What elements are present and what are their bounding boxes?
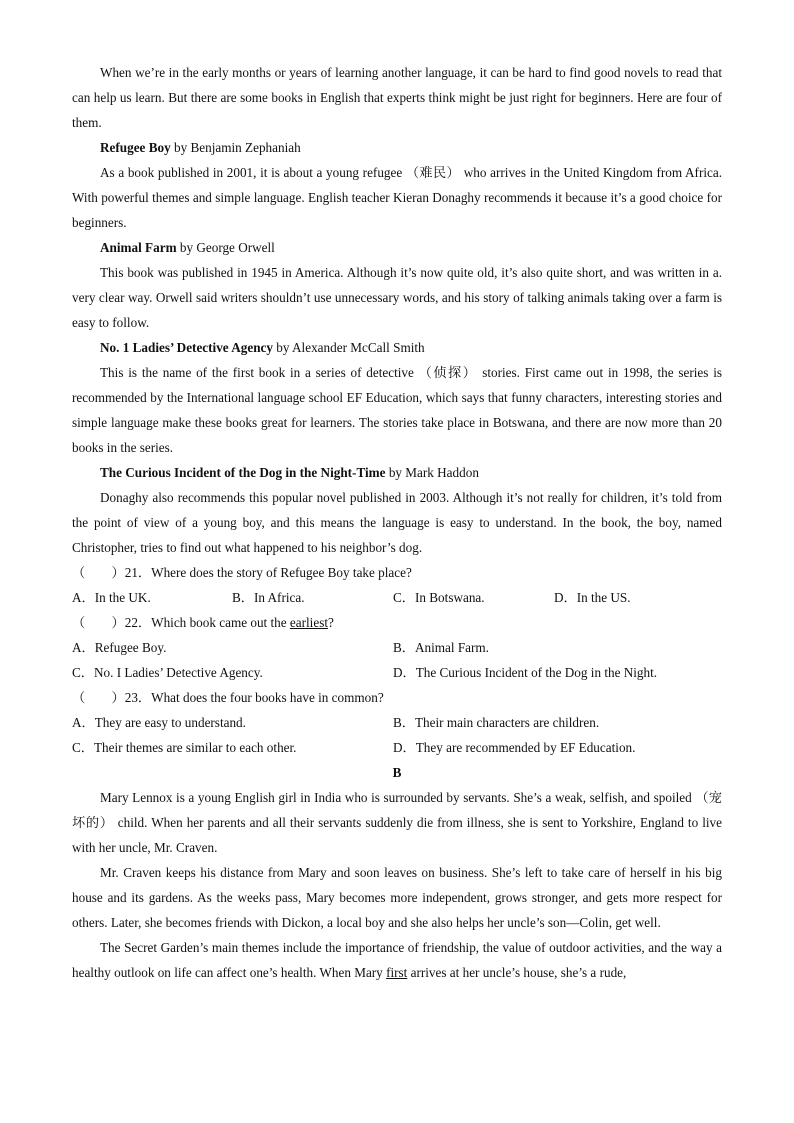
book-heading-curious-incident <box>72 460 722 485</box>
option-c: C．In Botswana. <box>393 590 485 605</box>
option-b: B．Animal Farm. <box>393 640 489 655</box>
book-author: by George Orwell <box>176 240 275 255</box>
book-description: This book was published in 1945 in America. Although it’s now quite old, it’s also quite short, and was written in a. very clear way. Orwell said writers shouldn’t use unnecessary words, and his story of talking animals taking over a farm is easy to follow. <box>72 265 722 330</box>
section-heading-b: B <box>392 765 402 780</box>
book-description: Donaghy also recommends this popular novel published in 2003. Although it’s not really for children, it’s told from the point of view of a young boy, and this means the language is easy to understand. In the book, the boy, named Christopher, tries to find out what happened to his neighbor’s dog. <box>72 490 722 555</box>
question-23-options-row-2 <box>72 735 722 760</box>
book-title: Refugee Boy <box>100 140 171 155</box>
option-d: D．In the US. <box>554 590 631 605</box>
book-heading-refugee-boy <box>72 135 722 160</box>
passage-b-paragraph: Mr. Craven keeps his distance from Mary and soon leaves on business. She’s left to take care of herself in his big house and its gardens. As the weeks pass, Mary becomes more independent, grows stronger, and gets more respect for others. Later, she becomes friends with Dickon, a local boy and she also helps her uncle’s son—Colin, get well. <box>72 865 722 930</box>
book-description: As a book published in 2001, it is about a young refugee （难民） who arrives in the United Kingdom from Africa. With powerful themes and simple language. English teacher Kieran Donaghy recommends it because it’s a good choice for beginners. <box>72 165 722 230</box>
option-d: D．They are recommended by EF Education. <box>393 740 636 755</box>
book-heading-animal-farm <box>72 235 722 260</box>
underlined-word: earliest <box>289 615 328 630</box>
book-title: No. 1 Ladies’ Detective Agency <box>100 340 273 355</box>
question-text: （ ）22．Which book came out the <box>72 615 290 630</box>
book-author: by Alexander McCall Smith <box>272 340 425 355</box>
book-heading-detective-agency <box>72 335 722 360</box>
option-d: D．The Curious Incident of the Dog in the Night. <box>393 665 658 680</box>
book-title: The Curious Incident of the Dog in the Night-Time <box>100 465 386 480</box>
book-description: This is the name of the first book in a series of detective （侦探） stories. First came out in 1998, the series is recommended by the International language school EF Education, which says that funny characters, interesting stories and simple language make these books great for learners. The stories take place in Botswana, and there are now more than 20 books in the series. <box>72 365 722 455</box>
paragraph-text: The Secret Garden’s main themes include the importance of friendship, the value of outdoor activities, and the way a healthy outlook on life can affect one’s health. When Mary <box>72 940 722 980</box>
option-a: A．In the UK. <box>72 590 151 605</box>
question-23: （ ）23．What does the four books have in common? <box>72 690 384 705</box>
question-22-options-row-1 <box>72 635 722 660</box>
option-c: C．No. I Ladies’ Detective Agency. <box>72 665 263 680</box>
book-author: by Benjamin Zephaniah <box>170 140 301 155</box>
document-page <box>72 60 722 985</box>
option-a: A．They are easy to understand. <box>72 715 246 730</box>
paragraph-text: arrives at her uncle’s house, she’s a rude, <box>407 965 627 980</box>
option-b: B．In Africa. <box>232 590 305 605</box>
option-c: C．Their themes are similar to each other. <box>72 740 297 755</box>
passage-b-paragraph <box>72 935 722 985</box>
option-b: B．Their main characters are children. <box>393 715 600 730</box>
question-suffix: ? <box>328 615 334 630</box>
intro-paragraph: When we’re in the early months or years of learning another language, it can be hard to find good novels to read that can help us learn. But there are some books in English that experts think might be just right for beginners. Here are four of them. <box>72 65 722 130</box>
option-a: A．Refugee Boy. <box>72 640 167 655</box>
question-21-options <box>72 585 722 610</box>
question-21: （ ）21．Where does the story of Refugee Boy take place? <box>72 565 412 580</box>
book-author: by Mark Haddon <box>385 465 479 480</box>
question-22-options-row-2 <box>72 660 722 685</box>
book-title: Animal Farm <box>100 240 177 255</box>
passage-b-paragraph: Mary Lennox is a young English girl in India who is surrounded by servants. She’s a weak, selfish, and spoiled （宠坏的） child. When her parents and all their servants suddenly die from illness, she is sent to Yorkshire, England to live with her uncle, Mr. Craven. <box>72 790 722 855</box>
underlined-word: first <box>386 965 408 980</box>
question-23-options-row-1 <box>72 710 722 735</box>
question-22 <box>72 610 722 635</box>
